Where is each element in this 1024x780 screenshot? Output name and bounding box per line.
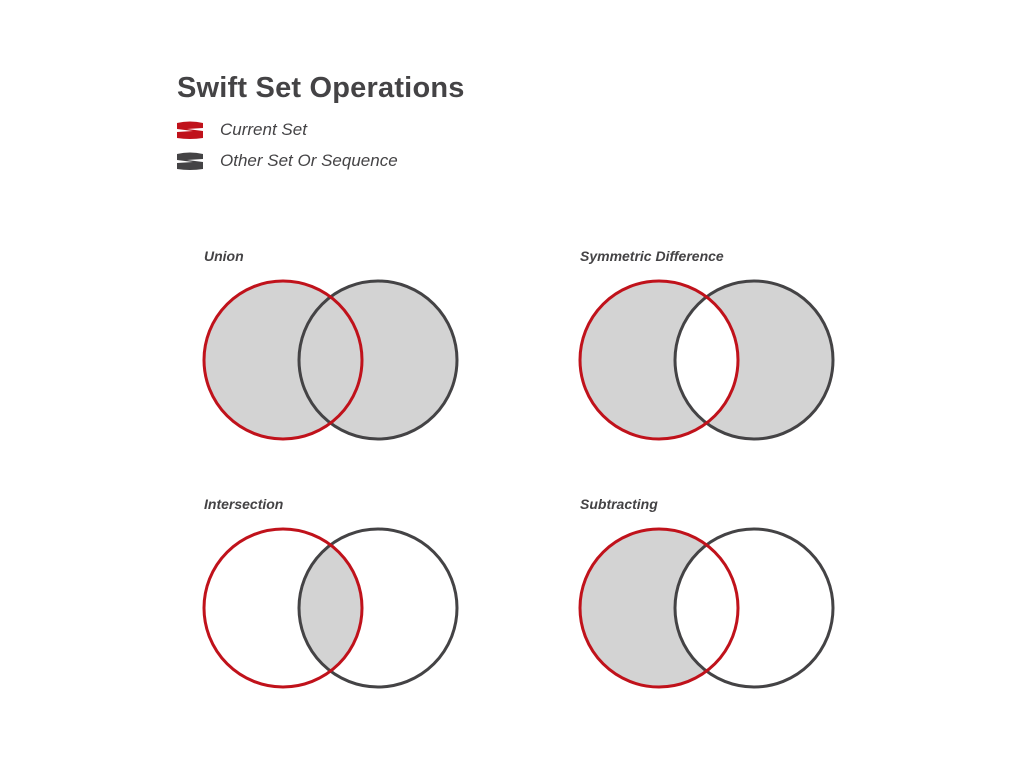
current-set-swatch-icon [175, 119, 205, 141]
panel-label-intersection: Intersection [204, 496, 284, 512]
venn-union [196, 272, 466, 448]
panel-label-union: Union [204, 248, 244, 264]
venn-symmetric-difference [572, 272, 842, 448]
legend-current-set [175, 119, 307, 141]
legend-label: Other Set Or Sequence [220, 151, 398, 170]
legend-label: Current Set [220, 120, 307, 139]
venn-intersection [196, 520, 466, 696]
panel-label-symmetric-difference: Symmetric Difference [580, 248, 724, 264]
legend-other-set [175, 150, 398, 172]
page-title: Swift Set Operations [177, 72, 465, 104]
venn-subtracting [572, 520, 842, 696]
other-set-swatch-icon [175, 150, 205, 172]
panel-label-subtracting: Subtracting [580, 496, 658, 512]
